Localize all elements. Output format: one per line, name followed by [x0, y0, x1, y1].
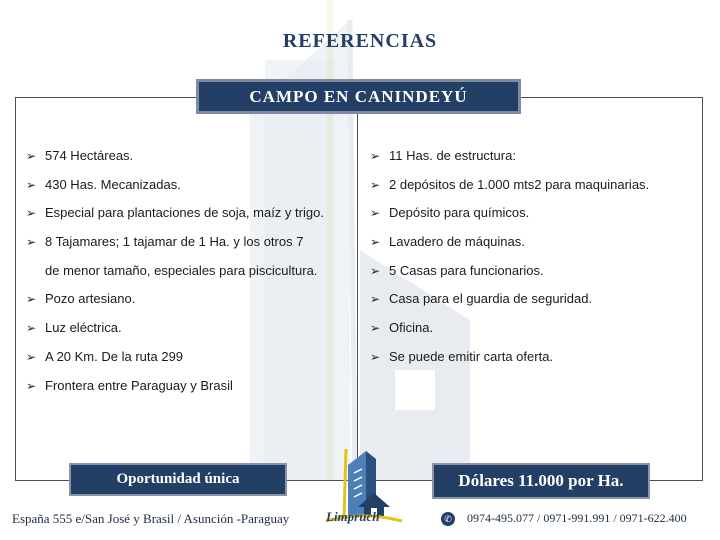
left-feature-list	[24, 146, 356, 404]
brand-logo-text: Limpruch	[326, 509, 380, 524]
arrow-bullet-icon: ➢	[370, 292, 381, 307]
arrow-bullet-icon: ➢	[26, 206, 37, 221]
footer-address: España 555 e/San José y Brasil / Asunción -Paraguay	[12, 511, 290, 526]
arrow-bullet-icon: ➢	[370, 321, 381, 336]
list-item: ➢ Casa para el guardia de seguridad.	[368, 289, 698, 318]
list-item: ➢ Luz eléctrica.	[24, 318, 356, 347]
list-item: ➢ 11 Has. de estructura:	[368, 146, 698, 175]
arrow-bullet-icon: ➢	[26, 177, 37, 192]
list-item: ➢ Depósito para químicos.	[368, 203, 698, 232]
arrow-bullet-icon: ➢	[26, 235, 37, 250]
footer-phones: ✆ 0974-495.077 / 0971-991.991 / 0971-622.400	[441, 511, 687, 526]
arrow-bullet-icon: ➢	[26, 292, 37, 307]
arrow-bullet-icon: ➢	[370, 235, 381, 250]
list-item: ➢ Se puede emitir carta oferta.	[368, 347, 698, 376]
list-item-continuation: de menor tamaño, especiales para piscicultura.	[45, 262, 318, 278]
price-badge: Dólares 11.000 por Ha.	[432, 463, 650, 499]
list-item: ➢ 574 Hectáreas.	[24, 146, 356, 175]
list-item: ➢ Oficina.	[368, 318, 698, 347]
list-item: ➢ 2 depósitos de 1.000 mts2 para maquinarias.	[368, 175, 698, 204]
list-item: ➢ Frontera entre Paraguay y Brasil	[24, 376, 356, 405]
arrow-bullet-icon: ➢	[370, 349, 381, 364]
list-item: ➢ 8 Tajamares; 1 tajamar de 1 Ha. y los otros 7	[24, 232, 356, 261]
arrow-bullet-icon: ➢	[26, 378, 37, 393]
arrow-bullet-icon: ➢	[370, 263, 381, 278]
list-item: ➢ 430 Has. Mecanizadas.	[24, 175, 356, 204]
building-logo-icon	[318, 445, 408, 540]
opportunity-badge: Oportunidad única	[69, 463, 287, 496]
arrow-bullet-icon: ➢	[370, 206, 381, 221]
list-item: ➢ A 20 Km. De la ruta 299	[24, 347, 356, 376]
whatsapp-icon: ✆	[441, 512, 455, 526]
arrow-bullet-icon: ➢	[370, 149, 381, 163]
right-feature-list	[368, 146, 698, 376]
property-banner: CAMPO EN CANINDEYÚ	[196, 79, 521, 114]
arrow-bullet-icon: ➢	[26, 321, 37, 336]
list-item: ➢ Pozo artesiano.	[24, 289, 356, 318]
arrow-bullet-icon: ➢	[26, 149, 37, 163]
list-item: ➢ Especial para plantaciones de soja, maíz y trigo.	[24, 203, 356, 232]
page-title: REFERENCIAS	[282, 30, 438, 52]
list-item: ➢ 5 Casas para funcionarios.	[368, 261, 698, 290]
arrow-bullet-icon: ➢	[26, 349, 37, 364]
arrow-bullet-icon: ➢	[370, 177, 381, 192]
list-item: ➢ Lavadero de máquinas.	[368, 232, 698, 261]
column-divider	[357, 97, 358, 481]
